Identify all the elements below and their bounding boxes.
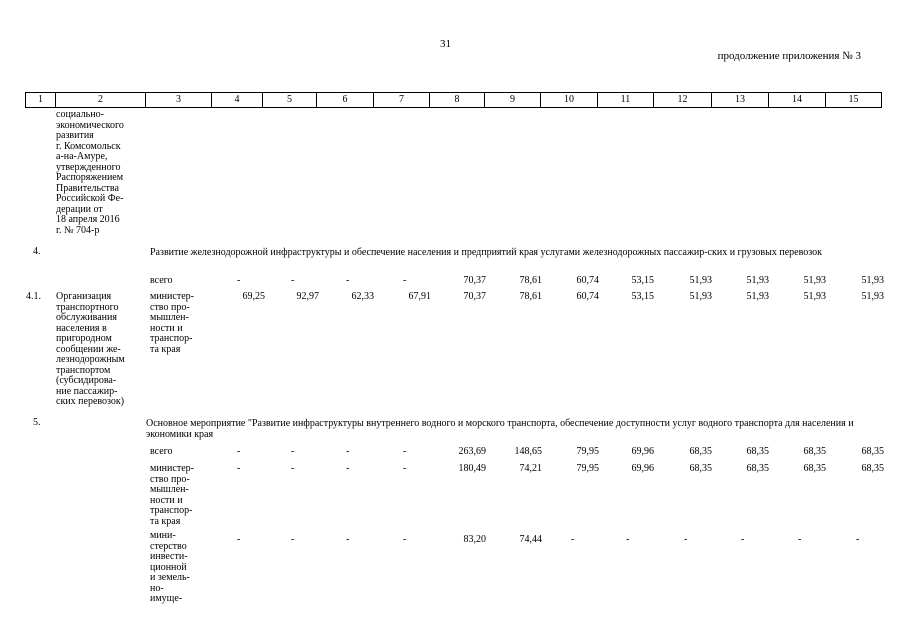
- item-number: 4.1.: [26, 291, 41, 302]
- col-number: 10: [541, 93, 598, 108]
- value-cell: -: [291, 463, 295, 474]
- value-cell: -: [741, 534, 745, 545]
- value-cell: -: [684, 534, 688, 545]
- column-header-table: [25, 92, 882, 108]
- value-cell: -: [291, 275, 295, 286]
- value-cell: 51,93: [803, 275, 826, 286]
- value-cell: 51,93: [689, 275, 712, 286]
- col-number: 7: [374, 93, 430, 108]
- col-number: 4: [212, 93, 263, 108]
- value-cell: 74,21: [519, 463, 542, 474]
- value-cell: -: [346, 463, 350, 474]
- value-cell: 68,35: [746, 463, 769, 474]
- value-cell: 68,35: [746, 446, 769, 457]
- value-cell: 69,96: [631, 463, 654, 474]
- section-number: 5.: [33, 417, 41, 428]
- col-number: 5: [263, 93, 317, 108]
- value-cell: 74,44: [519, 534, 542, 545]
- value-cell: 51,93: [746, 291, 769, 302]
- value-cell: 79,95: [576, 446, 599, 457]
- value-cell: 148,65: [514, 446, 542, 457]
- value-cell: 92,97: [296, 291, 319, 302]
- value-cell: -: [856, 534, 860, 545]
- value-cell: 60,74: [576, 275, 599, 286]
- value-cell: 68,35: [803, 446, 826, 457]
- value-cell: -: [346, 446, 350, 457]
- value-cell: 51,93: [861, 291, 884, 302]
- value-cell: -: [571, 534, 575, 545]
- program-name-continued: социально- экономического развития г. Комсомольск а-на-Амуре, утвержденного Распоряжением Правительства Российской Фе- дерации от 18 апреля 2016 г. № 704-р: [56, 109, 124, 236]
- col-number: 15: [826, 93, 882, 108]
- col-number: 3: [146, 93, 212, 108]
- col-number: 6: [317, 93, 374, 108]
- value-cell: -: [291, 534, 295, 545]
- value-cell: -: [237, 463, 241, 474]
- executor-name: министер- ство про- мышлен- ности и транспор- та края: [150, 463, 194, 527]
- section-title: Развитие железнодорожной инфраструктуры и обеспечение населения и предприятий края услугами железнодорожных пассажир-ских и грузовых перевозок: [150, 247, 822, 258]
- value-cell: -: [346, 534, 350, 545]
- value-cell: 83,20: [463, 534, 486, 545]
- value-cell: 70,37: [463, 291, 486, 302]
- value-cell: -: [403, 463, 407, 474]
- value-cell: 51,93: [689, 291, 712, 302]
- col-number: 9: [485, 93, 541, 108]
- col-number: 13: [712, 93, 769, 108]
- value-cell: -: [403, 446, 407, 457]
- value-cell: 51,93: [861, 275, 884, 286]
- value-cell: 67,91: [408, 291, 431, 302]
- value-cell: 53,15: [631, 291, 654, 302]
- col-number: 8: [430, 93, 485, 108]
- col-number: 1: [26, 93, 56, 108]
- measure-name: Организация транспортного обслуживания населения в пригородном сообщении же- лезнодорожным транспортом (субсидирова- ние пассажир- ских перевозок): [56, 291, 125, 407]
- value-cell: 70,37: [463, 275, 486, 286]
- value-cell: -: [403, 275, 407, 286]
- value-cell: 263,69: [458, 446, 486, 457]
- column-number-row: [26, 93, 882, 108]
- total-label: всего: [150, 446, 173, 457]
- value-cell: 69,25: [242, 291, 265, 302]
- value-cell: 51,93: [746, 275, 769, 286]
- value-cell: 51,93: [803, 291, 826, 302]
- continuation-label: продолжение приложения № 3: [717, 50, 861, 62]
- total-label: всего: [150, 275, 173, 286]
- value-cell: 79,95: [576, 463, 599, 474]
- col-number: 11: [598, 93, 654, 108]
- value-cell: 69,96: [631, 446, 654, 457]
- value-cell: 68,35: [689, 446, 712, 457]
- value-cell: -: [626, 534, 630, 545]
- value-cell: 78,61: [519, 291, 542, 302]
- value-cell: -: [237, 275, 241, 286]
- value-cell: 53,15: [631, 275, 654, 286]
- value-cell: -: [237, 446, 241, 457]
- section-title: Основное мероприятие "Развитие инфраструктуры внутреннего водного и морского транспорта, обеспечение доступности услуг водного транспорта для населения и экономики края: [146, 418, 854, 440]
- value-cell: 78,61: [519, 275, 542, 286]
- value-cell: 60,74: [576, 291, 599, 302]
- executor-name: мини- стерство инвести- ционной и земель- но- имуще-: [150, 530, 190, 604]
- col-number: 14: [769, 93, 826, 108]
- value-cell: -: [291, 446, 295, 457]
- value-cell: -: [237, 534, 241, 545]
- executor-name: министер- ство про- мышлен- ности и транспор- та края: [150, 291, 194, 355]
- value-cell: 68,35: [689, 463, 712, 474]
- value-cell: -: [403, 534, 407, 545]
- value-cell: 68,35: [861, 463, 884, 474]
- col-number: 12: [654, 93, 712, 108]
- value-cell: -: [798, 534, 802, 545]
- page-number: 31: [440, 38, 451, 50]
- value-cell: 180,49: [458, 463, 486, 474]
- value-cell: 68,35: [803, 463, 826, 474]
- section-number: 4.: [33, 246, 41, 257]
- col-number: 2: [56, 93, 146, 108]
- value-cell: 62,33: [351, 291, 374, 302]
- value-cell: -: [346, 275, 350, 286]
- value-cell: 68,35: [861, 446, 884, 457]
